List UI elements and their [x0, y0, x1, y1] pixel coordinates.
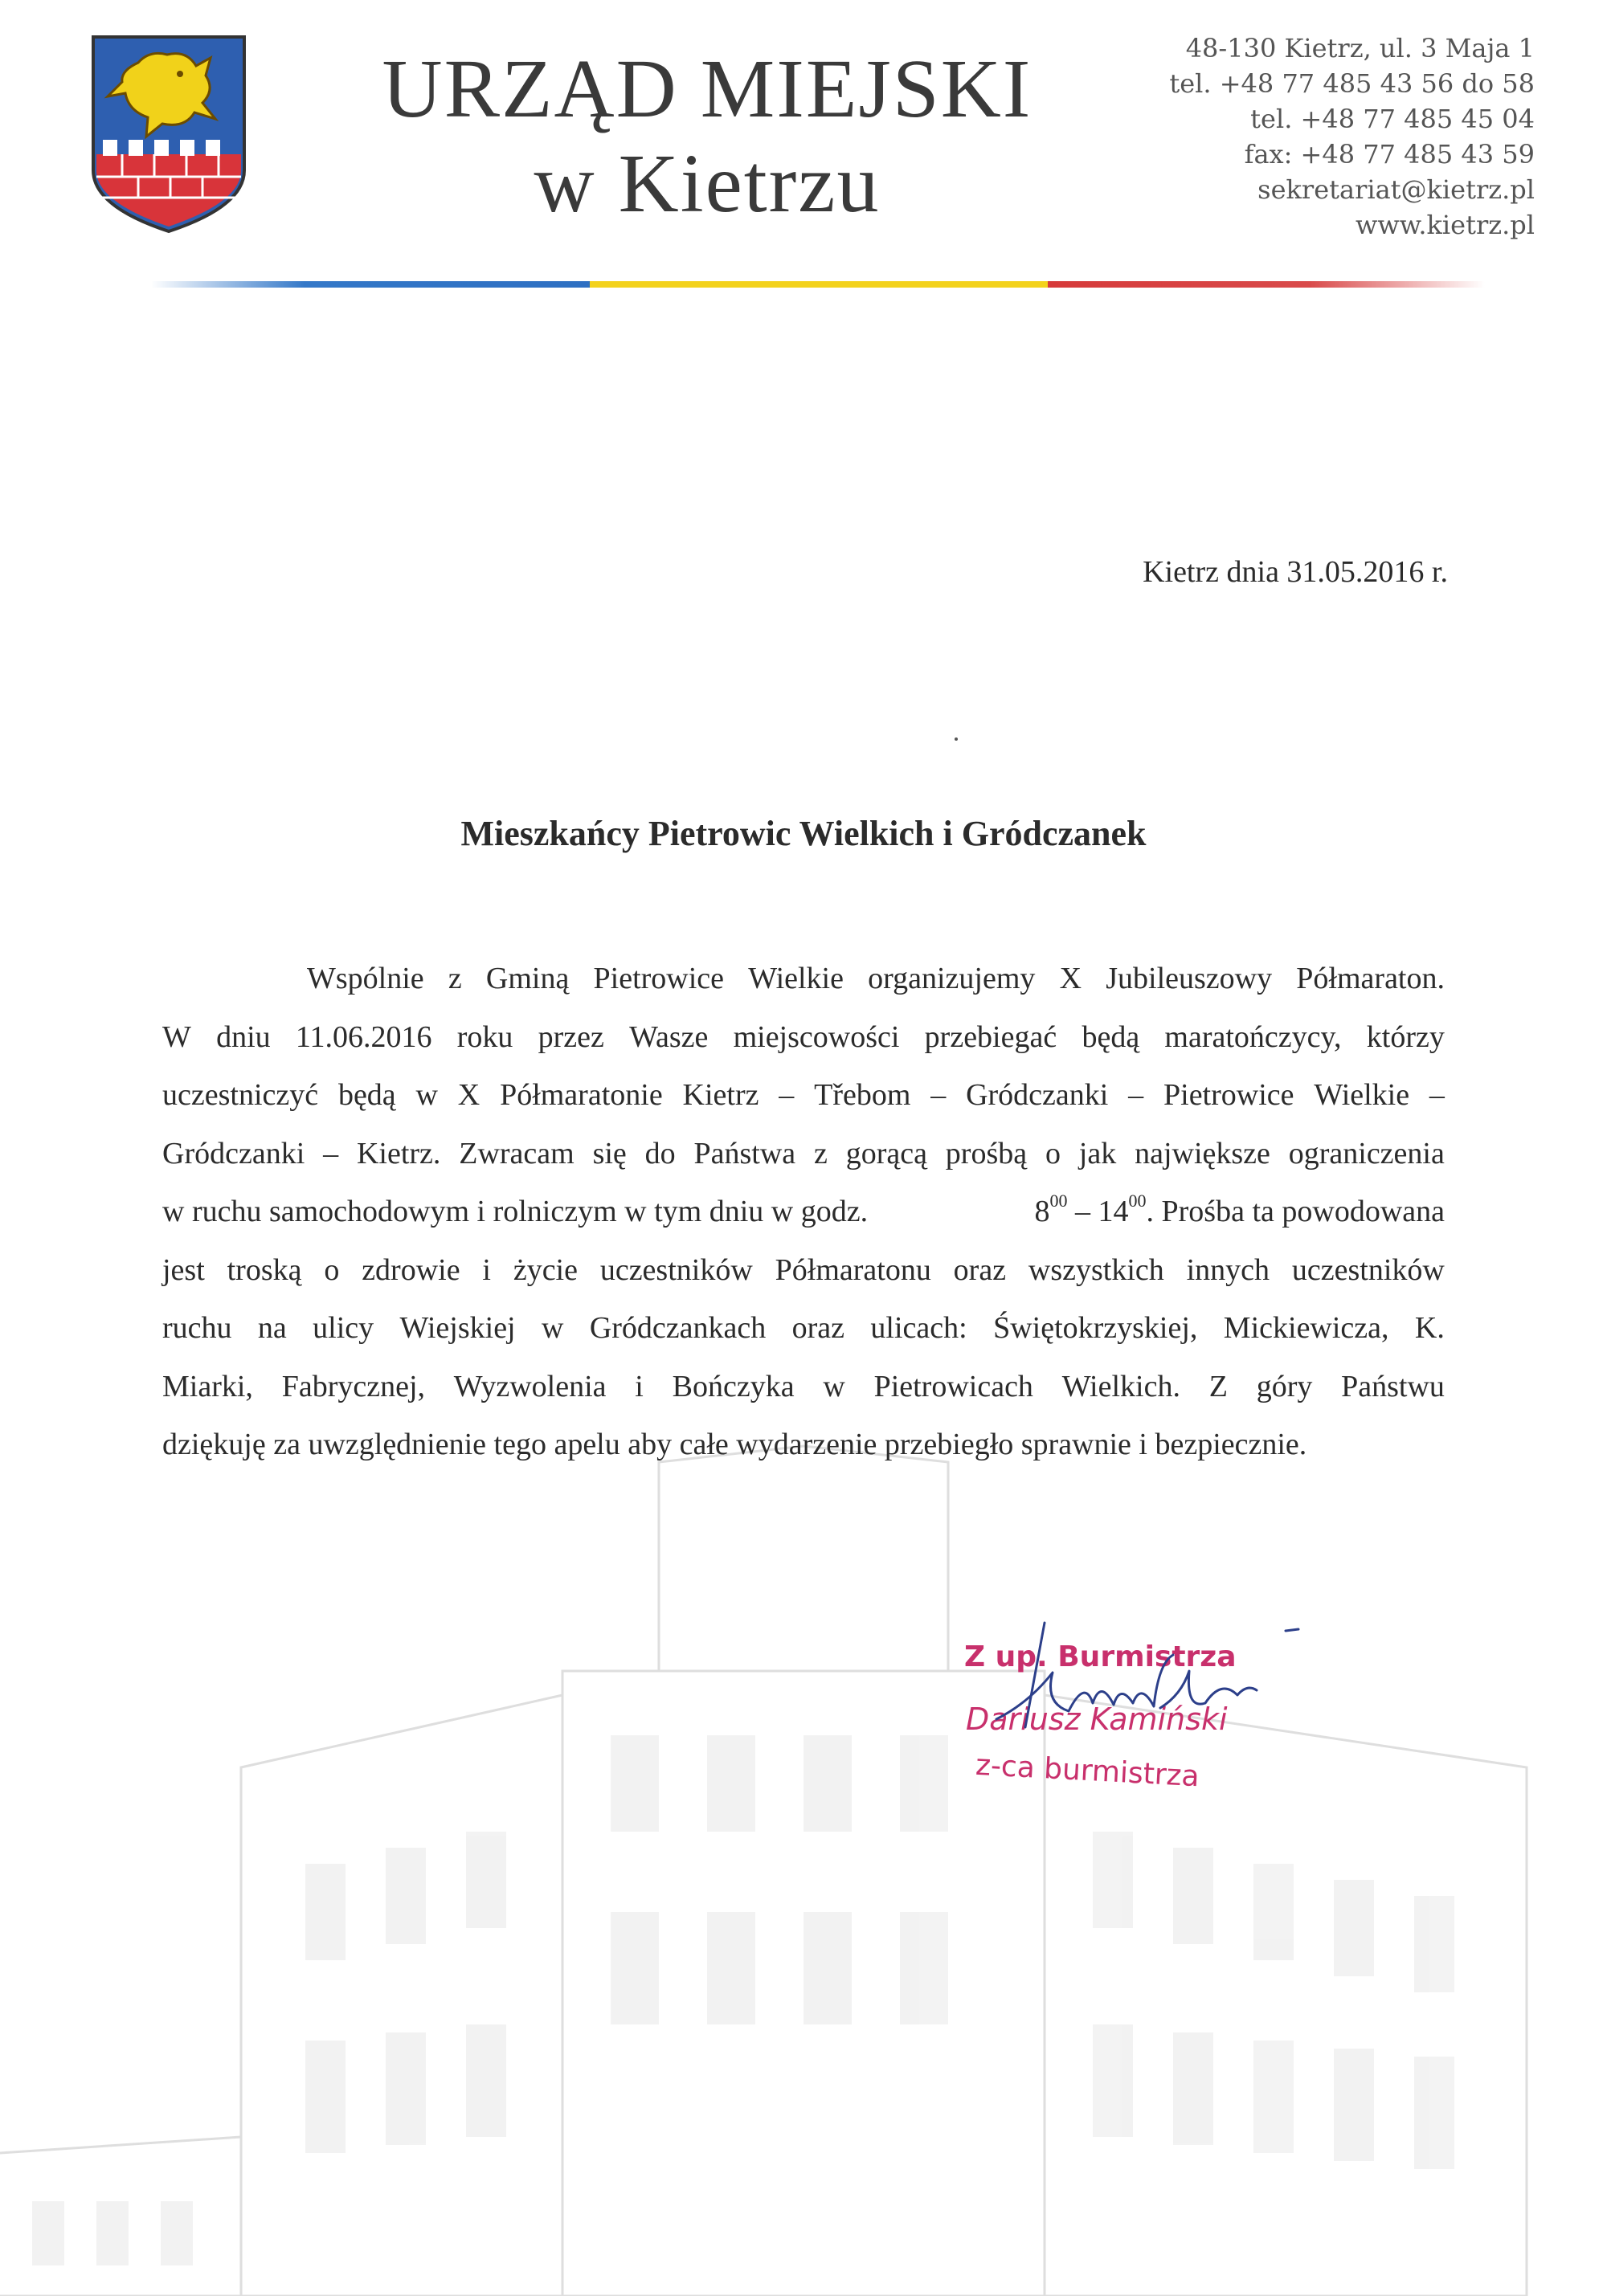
- word: roku: [456, 1019, 513, 1054]
- word: –: [930, 1078, 947, 1112]
- time-range: [1035, 1183, 1445, 1241]
- word: Jubileuszowy: [1106, 962, 1273, 995]
- word: Z: [1208, 1369, 1228, 1403]
- word: innych: [1186, 1252, 1270, 1287]
- rule-yellow-segment: [590, 281, 1048, 288]
- word: Świętokrzyskiej,: [993, 1311, 1198, 1345]
- word: Półmaratonie: [500, 1078, 663, 1112]
- time-dash: –: [1075, 1195, 1091, 1228]
- time-to-min: 00: [1128, 1191, 1147, 1211]
- word: Wspólnie: [307, 962, 424, 995]
- word: w: [415, 1078, 438, 1112]
- word: na: [257, 1311, 287, 1345]
- word: prośbą: [945, 1136, 1028, 1170]
- word: jak: [1078, 1136, 1117, 1170]
- letter-body: [162, 950, 1445, 1474]
- time-from-hour: 8: [1034, 1195, 1050, 1228]
- word: będą: [1082, 1019, 1140, 1054]
- coat-of-arms-lion-icon: [90, 34, 247, 235]
- body-line: [162, 1299, 1445, 1358]
- body-line-text: w ruchu samochodowym i rolniczym w tym dniu w godz.: [162, 1195, 869, 1228]
- word: Kietrz.: [356, 1136, 441, 1170]
- stamp-line-3: z-ca burmistrza: [975, 1748, 1200, 1794]
- word: Pietrowice: [593, 962, 725, 995]
- word: oraz: [791, 1311, 845, 1345]
- word: Wielkie: [1314, 1078, 1410, 1112]
- word: X: [457, 1078, 480, 1112]
- word: Gródczankach: [589, 1311, 767, 1345]
- word: –: [323, 1136, 339, 1170]
- office-name-line2: w Kietrzu: [534, 137, 881, 230]
- word: Półmaratonu: [775, 1252, 931, 1287]
- word: w: [823, 1369, 845, 1403]
- body-line-tail: . Prośba ta powodowana: [1146, 1195, 1445, 1228]
- word: Bończyka: [672, 1369, 795, 1403]
- word: Pietrowice: [1163, 1078, 1294, 1112]
- word: życie: [513, 1252, 578, 1287]
- stamp-line-1: Z up. Burmistrza: [964, 1640, 1237, 1673]
- word: Třebom: [814, 1078, 911, 1112]
- word: uczestniczyć: [162, 1078, 319, 1112]
- word: w: [542, 1311, 564, 1345]
- rule-blue-segment: [151, 281, 590, 288]
- word: Wielkich.: [1061, 1369, 1180, 1403]
- body-line-with-hours: [162, 1183, 1445, 1241]
- word: Wielkie: [748, 962, 844, 995]
- word: się: [592, 1136, 627, 1170]
- word: –: [779, 1078, 795, 1112]
- word: 11.06.2016: [295, 1019, 432, 1054]
- word: Półmaraton.: [1296, 962, 1445, 995]
- word: ruchu: [162, 1311, 232, 1345]
- word: Miarki,: [162, 1369, 253, 1403]
- word: Wasze: [629, 1019, 709, 1054]
- word: największe: [1135, 1136, 1270, 1170]
- word: Państwa: [693, 1136, 796, 1170]
- word: Wiejskiej: [399, 1311, 516, 1345]
- contact-block: [972, 31, 1535, 243]
- contact-phone-2: tel. +48 77 485 45 04: [1250, 104, 1535, 134]
- word: do: [644, 1136, 676, 1170]
- body-line: [162, 1066, 1445, 1125]
- word: Wyzwolenia: [453, 1369, 607, 1403]
- body-line: [162, 1125, 1445, 1183]
- word: Mickiewicza,: [1223, 1311, 1389, 1345]
- word: troską: [227, 1252, 302, 1287]
- word: o: [324, 1252, 340, 1287]
- time-to-hour: 14: [1098, 1195, 1129, 1228]
- word: którzy: [1366, 1019, 1445, 1054]
- time-from-min: 00: [1049, 1191, 1068, 1211]
- word: –: [1128, 1078, 1144, 1112]
- word: Gródczanki: [162, 1136, 305, 1170]
- word: jest: [162, 1252, 205, 1287]
- word: gorącą: [845, 1136, 927, 1170]
- word: maratończycy,: [1164, 1019, 1342, 1054]
- word: X: [1059, 962, 1082, 995]
- stamp-line-2: Dariusz Kamiński: [966, 1702, 1228, 1737]
- contact-email: sekretariat@kietrz.pl: [1257, 174, 1535, 205]
- word: Zwracam: [459, 1136, 575, 1170]
- building-watermark-icon: [0, 1430, 1607, 2296]
- letter-salutation: Mieszkańcy Pietrowic Wielkich i Gródczanek: [460, 814, 1147, 853]
- body-line: [162, 950, 1445, 1008]
- header-color-rule: [151, 281, 1485, 289]
- word: ograniczenia: [1288, 1136, 1445, 1170]
- word: W: [162, 1019, 191, 1054]
- rule-red-segment: [1048, 281, 1485, 288]
- word: –: [1429, 1078, 1445, 1112]
- word: Pietrowicach: [873, 1369, 1033, 1403]
- contact-fax: fax: +48 77 485 43 59: [1244, 139, 1535, 170]
- word: ulicy: [313, 1311, 374, 1345]
- body-line: [162, 1008, 1445, 1067]
- word: oraz: [953, 1252, 1007, 1287]
- word: o: [1045, 1136, 1061, 1170]
- body-line: dziękuję za uwzględnienie tego apelu aby całe wydarzenie przebiegło sprawnie i bezpiecznie.: [162, 1428, 1307, 1461]
- word: będą: [337, 1078, 396, 1112]
- word: uczestników: [599, 1252, 753, 1287]
- word: i: [635, 1369, 644, 1403]
- word: miejscowości: [733, 1019, 900, 1054]
- word: K.: [1414, 1311, 1445, 1345]
- word: z: [448, 962, 462, 995]
- word: Fabrycznej,: [281, 1369, 426, 1403]
- handwritten-signature-icon: [948, 1607, 1302, 1800]
- body-line: [162, 1358, 1445, 1416]
- word: góry: [1256, 1369, 1313, 1403]
- word: ulicach:: [870, 1311, 967, 1345]
- office-name-line1: URZĄD MIEJSKI: [382, 43, 1032, 135]
- word: zdrowie: [362, 1252, 460, 1287]
- word: organizujemy: [868, 962, 1036, 995]
- word: wszystkich: [1028, 1252, 1164, 1287]
- word: Państwu: [1341, 1369, 1445, 1403]
- word: Gródczanki: [966, 1078, 1109, 1112]
- word: dniu: [216, 1019, 271, 1054]
- body-line: [162, 1241, 1445, 1300]
- contact-website: www.kietrz.pl: [1355, 210, 1535, 240]
- paper-speck: [955, 737, 958, 741]
- word: przebiegać: [924, 1019, 1057, 1054]
- contact-address: 48-130 Kietrz, ul. 3 Maja 1: [1185, 33, 1535, 63]
- word: uczestników: [1291, 1252, 1445, 1287]
- word: Kietrz: [682, 1078, 759, 1112]
- word: przez: [538, 1019, 604, 1054]
- letter-date: Kietrz dnia 31.05.2016 r.: [1143, 555, 1448, 589]
- word: Gminą: [485, 962, 570, 995]
- word: i: [482, 1252, 491, 1287]
- word: z: [813, 1136, 828, 1170]
- contact-phone-1: tel. +48 77 485 43 56 do 58: [1169, 68, 1535, 99]
